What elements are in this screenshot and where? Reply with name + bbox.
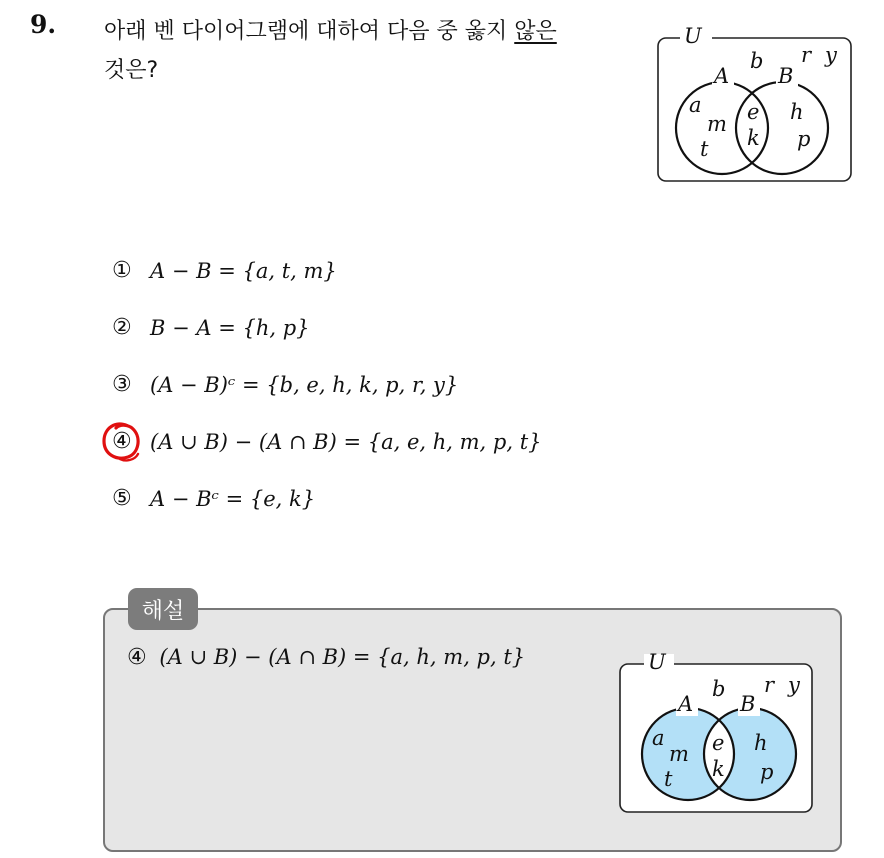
element-a-t: t [700, 137, 709, 161]
element-outside-y: y [788, 673, 800, 697]
set-a-label: A [714, 64, 730, 88]
element-b-h: h [790, 100, 804, 124]
element-outside-r: r [801, 43, 812, 67]
choice-2-number: ② [112, 315, 132, 340]
element-a-m: m [669, 742, 689, 766]
element-both-e: e [712, 731, 725, 755]
universe-label: U [648, 650, 666, 674]
choice-3[interactable] [112, 356, 542, 413]
choice-4[interactable] [112, 413, 542, 470]
choice-5-expression: A − Bᶜ = {e, k} [150, 486, 316, 511]
universe-label: U [684, 24, 702, 48]
element-b-p: p [760, 760, 774, 784]
choice-5-number: ⑤ [112, 486, 132, 511]
choice-4-number: ④ [112, 429, 132, 454]
choice-3-expression: (A − B)ᶜ = {b, e, h, k, p, r, y} [150, 372, 459, 397]
solution-answer-number: ④ [127, 645, 147, 670]
set-b-label: B [740, 692, 756, 716]
element-a-m: m [707, 112, 727, 136]
set-a-label: A [678, 692, 694, 716]
choice-2[interactable] [112, 299, 542, 356]
choice-3-number: ③ [112, 372, 132, 397]
element-b-p: p [797, 127, 811, 151]
red-mark-circle-icon [98, 418, 144, 464]
element-b-h: h [754, 731, 768, 755]
choice-1-expression: A − B = {a, t, m} [150, 258, 337, 283]
question-number: 9. [30, 10, 57, 39]
element-both-k: k [712, 757, 725, 781]
element-outside-r: r [764, 673, 775, 697]
solution-tab: 해설 [128, 588, 198, 630]
element-a-a: a [689, 93, 702, 117]
element-both-e: e [747, 100, 760, 124]
solution-answer [127, 645, 525, 670]
choice-4-number-wrap [112, 429, 150, 454]
solution-answer-expression: (A ∪ B) − (A ∩ B) = {a, h, m, p, t} [159, 645, 526, 669]
choice-4-expression: (A ∪ B) − (A ∩ B) = {a, e, h, m, p, t} [150, 429, 542, 454]
question-text [104, 12, 644, 90]
element-a-t: t [664, 767, 673, 791]
choice-5[interactable] [112, 470, 542, 527]
choice-1[interactable] [112, 242, 542, 299]
question-text-line2: 것은? [104, 58, 159, 83]
element-outside-b: b [712, 677, 726, 701]
choice-1-number: ① [112, 258, 132, 283]
element-outside-b: b [750, 49, 764, 73]
question-text-line1: 아래 벤 다이어그램에 대하여 다음 중 옳지 [104, 19, 515, 44]
venn-diagram-question [656, 24, 854, 186]
element-outside-y: y [825, 43, 837, 67]
choice-list [112, 242, 542, 527]
question-emphasis: 않은 [514, 19, 557, 44]
venn-diagram-solution [618, 648, 816, 818]
choice-2-expression: B − A = {h, p} [150, 315, 310, 340]
element-a-a: a [652, 726, 665, 750]
element-both-k: k [747, 126, 760, 150]
set-b-label: B [778, 64, 794, 88]
